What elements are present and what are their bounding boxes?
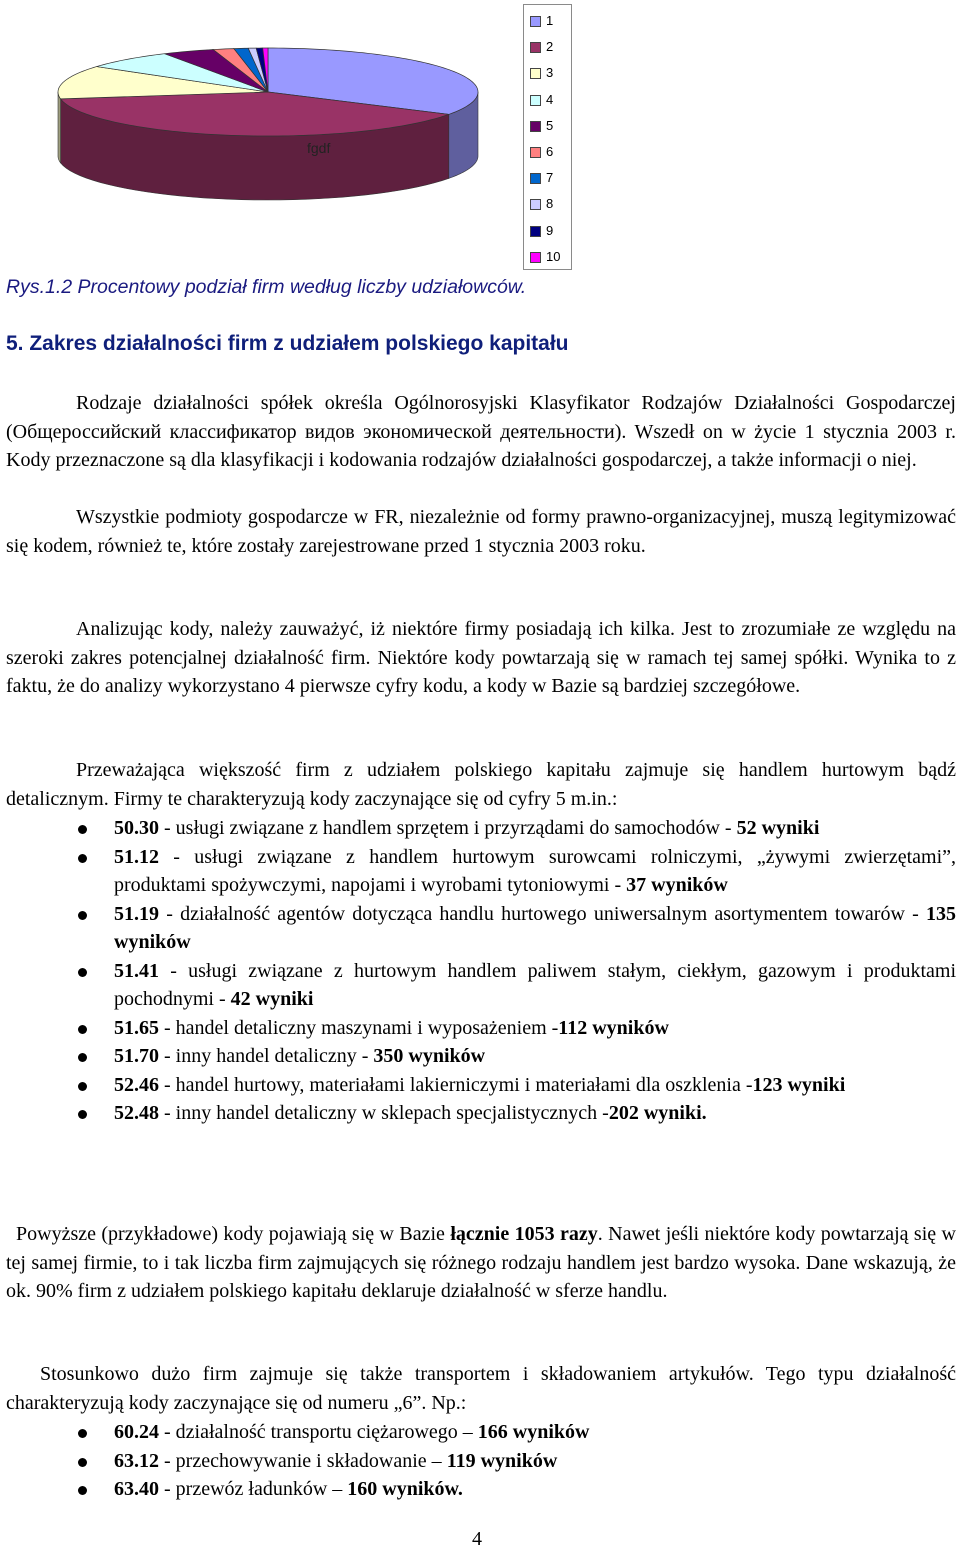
list-item <box>6 814 956 843</box>
list-item <box>6 843 956 900</box>
bullet-icon <box>78 1486 87 1495</box>
legend-label: 6 <box>546 144 554 159</box>
list-item <box>6 1447 956 1476</box>
result-count: 42 wyniki <box>230 988 314 1010</box>
pie-chart <box>30 0 570 270</box>
legend-item <box>530 63 570 83</box>
paragraph-5-text-c: . Nawet jeśli niektóre kody powtarzają się w tej samej firmie, to i tak liczba firm zajmujących się różnego rodzaju handlem jest bardzo wysoka. Dane wskazują, że ok. 90% firm z udziałem polskiego kapitału deklaruje działalność w sferze handlu. <box>6 1223 956 1302</box>
paragraph-6: Stosunkowo dużo firm zajmuje się także transportem i składowaniem artykułów. Tego typu działalność charakteryzują kody zaczynające się od numeru „6”. Np.: <box>6 1363 956 1414</box>
activity-description: - przewóz ładunków – <box>159 1478 348 1500</box>
activity-description: - przechowywanie i składowanie – <box>159 1449 447 1472</box>
list-item <box>6 900 956 957</box>
bullet-icon <box>78 1053 87 1062</box>
activity-code: 63.40 <box>114 1478 159 1500</box>
legend-item <box>530 142 570 162</box>
activity-description: - działalność transportu ciężarowego – <box>159 1421 478 1443</box>
activity-description: - usługi związane z handlem sprzętem i przyrządami do samochodów - <box>159 817 737 839</box>
bullet-icon <box>78 854 87 863</box>
result-count: 202 wyniki. <box>608 1102 707 1124</box>
result-count: 123 wyniki <box>752 1073 846 1096</box>
legend-label: 9 <box>546 222 554 238</box>
activity-description: - działalność agentów dotycząca handlu hurtowego uniwersalnym asortymentem towarów - <box>159 902 926 925</box>
result-count: 160 wyników. <box>347 1478 463 1500</box>
legend-item <box>530 247 570 267</box>
bullet-icon <box>78 911 87 920</box>
bullet-icon <box>78 1025 87 1034</box>
activity-code: 63.12 <box>114 1449 159 1472</box>
legend-swatch <box>530 95 541 106</box>
result-count: 119 wyników <box>446 1449 558 1472</box>
legend-swatch <box>530 147 541 158</box>
paragraph-2: Wszystkie podmioty gospodarcze w FR, niezależnie od formy prawno-organizacyjnej, muszą legitymizować się kodem, również te, które zostały zarejestrowane przed 1 stycznia 2003 roku. <box>6 506 956 557</box>
result-count: 52 wyniki <box>736 817 820 839</box>
pie-data-label: fgdf <box>307 140 331 156</box>
activity-code: 52.46 <box>114 1073 159 1096</box>
activity-description: - handel hurtowy, materiałami lakierniczymi i materiałami dla oszklenia - <box>159 1073 753 1096</box>
legend-swatch <box>530 252 541 263</box>
legend-label: 7 <box>546 170 554 186</box>
bullet-icon <box>78 1429 87 1438</box>
activity-code: 52.48 <box>114 1102 159 1124</box>
activity-description: - handel detaliczny maszynami i wyposażeniem - <box>159 1016 559 1039</box>
legend-swatch <box>530 226 541 237</box>
list-item <box>6 1014 956 1043</box>
activity-code: 60.24 <box>114 1421 159 1443</box>
result-count: 350 wyników <box>373 1045 486 1067</box>
legend-item <box>530 90 570 110</box>
legend-item <box>530 194 570 214</box>
activity-description: - usługi związane z handlem hurtowym surowcami rolniczymi, „żywymi zwierzętami”, produktami spożywczymi, napojami i wyrobami tytoniowymi - <box>114 845 956 896</box>
pie-chart-svg <box>30 0 570 270</box>
legend-swatch <box>530 199 541 210</box>
activity-code: 51.41 <box>114 959 159 982</box>
paragraph-5-bold: łącznie 1053 razy <box>450 1223 598 1245</box>
trade-codes-list <box>6 814 956 1128</box>
activity-description: - usługi związane z hurtowym handlem paliwem stałym, ciekłym, gazowym i produktami pochodnymi - <box>114 959 956 1010</box>
legend-item <box>530 37 570 57</box>
legend-label: 10 <box>546 248 561 264</box>
list-item <box>6 1042 956 1071</box>
legend-label: 2 <box>546 39 554 55</box>
list-item <box>6 1475 956 1504</box>
activity-code: 51.19 <box>114 902 159 925</box>
paragraph-4: Przeważająca większość firm z udziałem polskiego kapitału zajmuje się handlem hurtowym bądź detalicznym. Firmy te charakteryzują kody zaczynające się od cyfry 5 m.in.: <box>6 759 956 810</box>
legend-label: 3 <box>546 65 554 81</box>
legend-item <box>530 221 570 241</box>
legend-swatch <box>530 121 541 132</box>
activity-description: - inny handel detaliczny w sklepach specjalistycznych - <box>159 1102 609 1124</box>
list-item <box>6 1418 956 1447</box>
list-item <box>6 1099 956 1128</box>
legend-swatch <box>530 173 541 184</box>
legend-label: 5 <box>546 117 554 133</box>
bullet-icon <box>78 825 87 834</box>
paragraph-5-text-a: Powyższe (przykładowe) kody pojawiają się w Bazie <box>16 1223 451 1245</box>
legend-label: 8 <box>546 196 554 212</box>
chart-legend <box>523 4 572 270</box>
legend-swatch <box>530 42 541 53</box>
page-number: 4 <box>472 1528 482 1550</box>
bullet-icon <box>78 1082 87 1091</box>
activity-code: 51.70 <box>114 1045 159 1067</box>
legend-item <box>530 116 570 136</box>
activity-code: 51.65 <box>114 1016 159 1039</box>
result-count: 37 wyników <box>626 874 728 896</box>
bullet-icon <box>78 1458 87 1467</box>
activity-code: 51.12 <box>114 845 159 868</box>
legend-swatch <box>530 16 541 27</box>
section-heading: 5. Zakres działalności firm z udziałem polskiego kapitału <box>6 332 569 355</box>
paragraph-5 <box>6 1220 956 1306</box>
list-item <box>6 1071 956 1100</box>
bullet-icon <box>78 968 87 977</box>
activity-description: - inny handel detaliczny - <box>159 1045 374 1067</box>
paragraph-3: Analizując kody, należy zauważyć, iż niektóre firmy posiadają ich kilka. Jest to zrozumiałe ze względu na szeroki zakres potencjalnej działalność firm. Niektóre kody powtarzają się w ramach tej samej spółki. Wynika to z faktu, że do analizy wykorzystano 4 pierwsze cyfry kodu, a kody w Bazie są bardziej szczegółowe. <box>6 618 956 697</box>
activity-code: 50.30 <box>114 817 159 839</box>
pie-top-faces <box>58 48 478 136</box>
figure-caption: Rys.1.2 Procentowy podział firm według liczby udziałowców. <box>6 276 527 298</box>
result-count: 135 wyników <box>114 902 956 953</box>
pie-slice-side <box>58 92 61 163</box>
transport-codes-list <box>6 1418 956 1504</box>
bullet-icon <box>78 1110 87 1119</box>
paragraph-1: Rodzaje działalności spółek określa Ogólnorosyjski Klasyfikator Rodzajów Działalności Gospodarczej (Общероссийский классификатор видов экономической деятельности). Wszedł on w życie 1 stycznia 2003 r. Kody przeznaczone są dla klasyfikacji i kodowania rodzajów działalności gospodarczej, a także informacji o niej. <box>6 392 956 471</box>
legend-label: 1 <box>546 13 554 28</box>
legend-item <box>530 11 570 31</box>
legend-swatch <box>530 68 541 79</box>
legend-label: 4 <box>546 91 554 107</box>
legend-item <box>530 168 570 188</box>
result-count: 112 wyników <box>558 1016 669 1039</box>
list-item <box>6 957 956 1014</box>
result-count: 166 wyników <box>477 1421 590 1443</box>
